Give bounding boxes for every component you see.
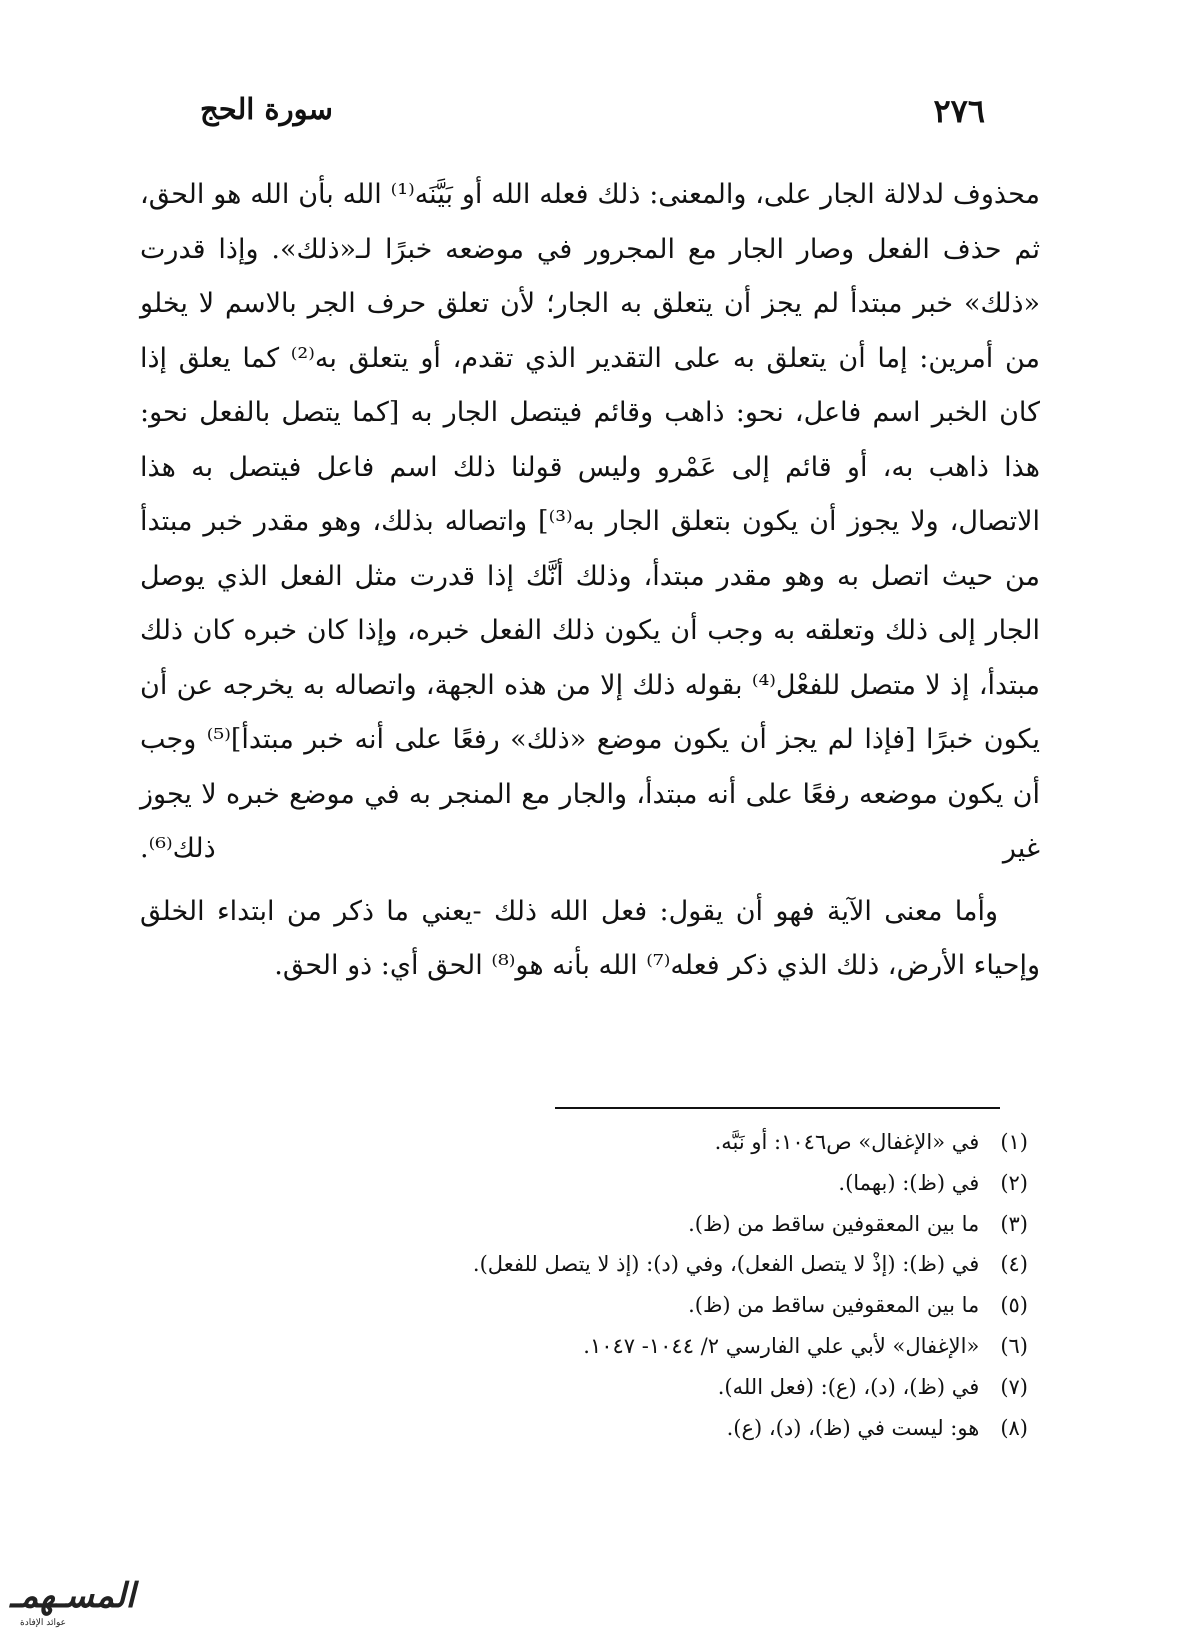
footnote-item (200, 1408, 1028, 1449)
footnote-number: (٥) (1000, 1293, 1028, 1318)
footnote-number: (٦) (1000, 1333, 1028, 1358)
stamp-subtext: عوائد الإفادة (20, 1618, 67, 1628)
footnote-number: (٨) (1000, 1415, 1028, 1440)
footnote-number: (٢) (1000, 1170, 1028, 1195)
chapter-title: سورة الحج (200, 92, 333, 126)
footnote-text: في (ظ): (بهما). (838, 1170, 980, 1195)
footnote-item (200, 1163, 1028, 1204)
footnote-number: (١) (1000, 1130, 1028, 1154)
footnote-text: في (ظ): (إذْ لا يتصل الفعل)، وفي (د): (إذ لا يتصل للفعل). (472, 1252, 980, 1277)
footnote-text: «الإغفال» لأبي علي الفارسي ٢/ ١٠٤٤- ١٠٤٧. (583, 1333, 980, 1358)
footnote-number: (٤) (1000, 1252, 1028, 1277)
footnote-number: (٣) (1000, 1211, 1028, 1236)
footnote-text: ما بين المعقوفين ساقط من (ظ). (688, 1211, 980, 1236)
main-text (140, 168, 1040, 994)
footnote-divider (555, 1107, 1000, 1109)
footnote-item (200, 1122, 1028, 1163)
page-number: ٢٧٦ (933, 92, 985, 130)
footnote-item (200, 1367, 1028, 1408)
footnote-text: في (ظ)، (د)، (ع): (فعل الله). (717, 1374, 980, 1399)
footnote-text: في «الإغفال» ص١٠٤٦: أو نَبَّه. (714, 1130, 980, 1154)
library-stamp-logo (6, 1568, 136, 1628)
footnote-text: هو: ليست في (ظ)، (د)، (ع). (726, 1415, 980, 1440)
paragraph-1: محذوف لدلالة الجار على، والمعنى: ذلك فعله الله أو بَيَّنَه⁽¹⁾ الله بأن الله هو الحق، ثم حذف الفعل وصار الجار مع المجرور في موضعه خبرًا لـ«ذلك». وإذا قدرت «ذلك» خبر مبتدأ لم يجز أن يتعلق به الجار؛ لأن تعلق حرف الجر بالاسم لا يخلو من أمرين: إما أن يتعلق به على التقدير الذي تقدم، أو يتعلق به⁽²⁾ كما يعلق إذا كان الخبر اسم فاعل، نحو: ذاهب وقائم فيتصل الجار به [كما يتصل بالفعل نحو: هذا ذاهب به، أو قائم إلى عَمْرو وليس قولنا ذلك اسم فاعل فيتصل به هذا الاتصال، ولا يجوز أن يكون بتعلق الجار به⁽³⁾] واتصاله بذلك، وهو مقدر خبر مبتدأ من حيث اتصل به وهو مقدر مبتدأ، وذلك أنَّك إذا قدرت مثل الفعل الذي يوصل الجار إلى ذلك وتعلقه به وجب أن يكون ذلك الفعل خبره، وإذا كان خبره كان ذلك مبتدأ، إذ لا متصل للفعْل⁽⁴⁾ بقوله ذلك إلا من هذه الجهة، واتصاله به يخرجه عن أن يكون خبرًا [فإذا لم يجز أن يكون موضع «ذلك» رفعًا على أنه خبر مبتدأ]⁽⁵⁾ وجب أن يكون موضعه رفعًا على أنه مبتدأ، والجار مع المنجر به في موضع خبره لا يجوز غير ذلك⁽⁶⁾. (140, 179, 1040, 864)
paragraph-2: وأما معنى الآية فهو أن يقول: فعل الله ذلك -يعني ما ذكر من ابتداء الخلق وإحياء الأرض، ذلك الذي ذكر فعله⁽⁷⁾ الله بأنه هو⁽⁸⁾ الحق أي: ذو الحق. (140, 895, 1040, 981)
footnote-item (200, 1285, 1028, 1326)
footnote-text: ما بين المعقوفين ساقط من (ظ). (688, 1293, 980, 1318)
footnotes (200, 1122, 1028, 1448)
footnote-number: (٧) (1000, 1374, 1028, 1399)
stamp-text: المسـهمـ (10, 1576, 136, 1616)
footnote-item (200, 1326, 1028, 1367)
footnote-item (200, 1244, 1028, 1285)
footnote-item (200, 1204, 1028, 1245)
